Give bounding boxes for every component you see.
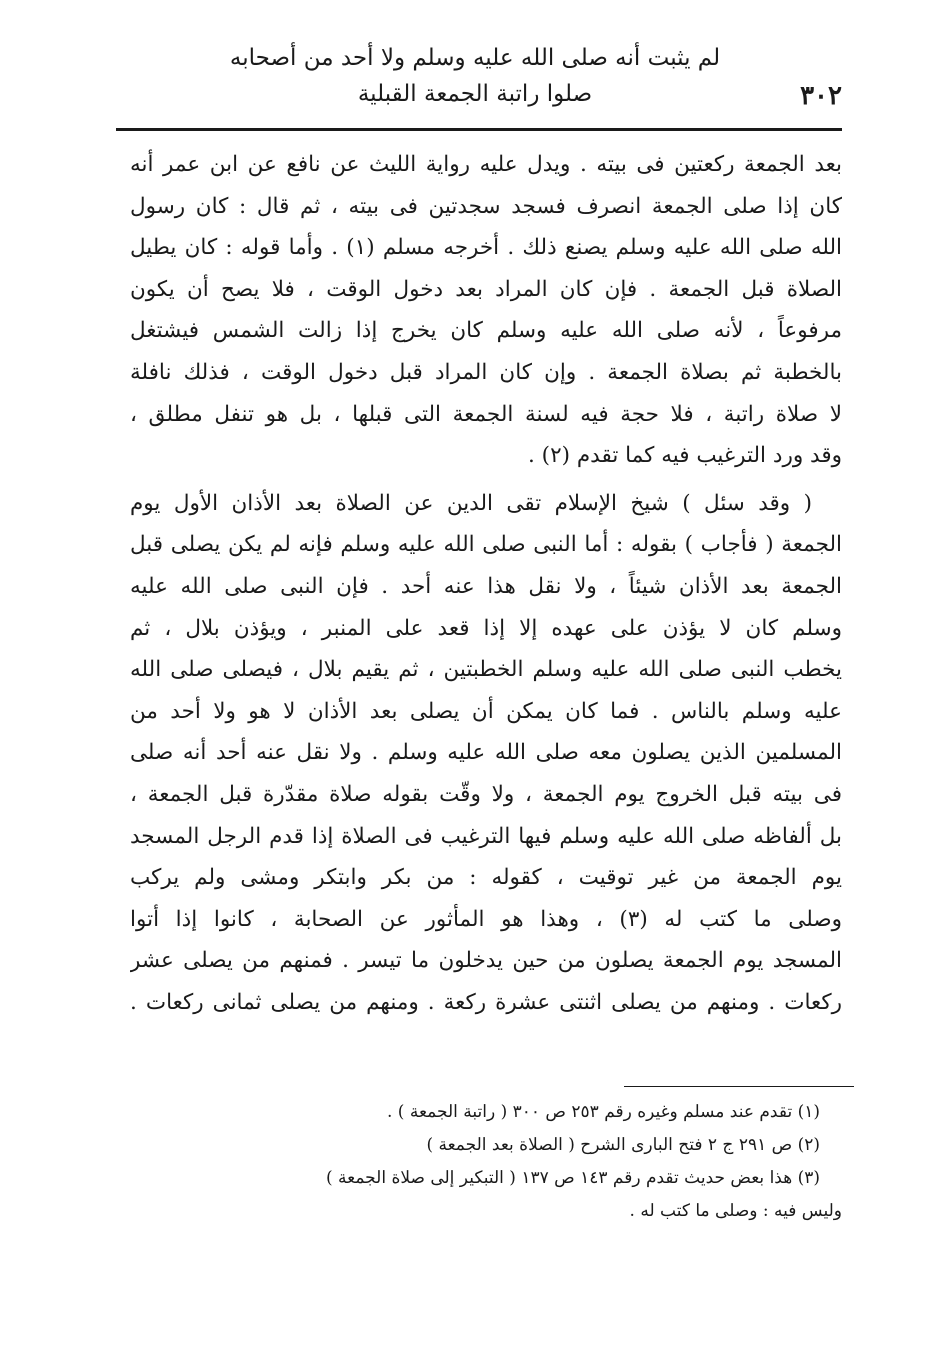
text-line: ركعات . ومنهم من يصلى اثنتى عشرة ركعة . ومنهم من يصلى ثمانى ركعات . <box>130 989 842 1015</box>
text-line: ( وقد سئل ) شيخ الإسلام تقى الدين عن الصلاة بعد الأذان الأول يوم <box>130 490 812 516</box>
running-title-line-2: صلوا راتبة الجمعة القبلية <box>357 81 593 107</box>
page-number: ٣٠٢ <box>800 81 842 111</box>
footnote-1: (١) تقدم عند مسلم وغيره رقم ٢٥٣ ص ٣٠٠ ( راتبة الجمعة ) . <box>386 1102 820 1122</box>
text-line: فى بيته قبل الخروج يوم الجمعة ، ولا وقّت بقوله صلاة مقدّرة قبل الجمعة ، <box>130 781 842 807</box>
running-title-line-1: لم يثبت أنه صلى الله عليه وسلم ولا أحد من أصحابه <box>229 45 721 71</box>
text-line: وصلى ما كتب له (٣) ، وهذا هو المأثور عن الصحابة ، كانوا إذا أتوا <box>130 906 842 932</box>
text-line: يوم الجمعة من غير توقيت ، كقوله : من بكر وابتكر ومشى ولم يركب <box>130 865 842 891</box>
text-line: يخطب النبى صلى الله عليه وسلم الخطبتين ، ثم يقيم بلال ، فيصلى صلى الله <box>130 657 842 683</box>
text-line: لا صلاة راتبة ، فلا حجة فيه لسنة الجمعة التى قبلها ، بل هو تنفل مطلق ، <box>130 401 842 427</box>
text-line: بعد الجمعة ركعتين فى بيته . ويدل عليه رواية الليث عن نافع عن ابن عمر أنه <box>130 152 842 177</box>
text-line: عليه وسلم بالناس . فما كان يمكن أن يصلى بعد الأذان لا هو ولا أحد من <box>130 698 842 724</box>
text-line: بل ألفاظه صلى الله عليه وسلم فيها الترغيب فى الصلاة إذا قدم الرجل المسجد <box>130 823 842 849</box>
text-line: الله صلى الله عليه وسلم يصنع ذلك . أخرجه مسلم (١) . وأما قوله : كان يطيل <box>130 235 842 261</box>
footnote-rule <box>624 1086 854 1087</box>
text-line: مرفوعاً ، لأنه صلى الله عليه وسلم كان يخرج إذا زالت الشمس فيشتغل <box>130 318 842 344</box>
footnote-2: (٢) ص ٢٩١ ج ٢ فتح البارى الشرح ( الصلاة بعد الجمعة ) <box>426 1135 820 1155</box>
body-text <box>130 144 842 1029</box>
text-line: الصلاة قبل الجمعة . فإن كان المراد بعد دخول الوقت ، فلا يصح أن يكون <box>130 276 842 302</box>
text-line: المسلمين الذين يصلون معه صلى الله عليه وسلم . ولا نقل عنه أحد أنه صلى <box>130 740 842 766</box>
page-header <box>110 40 842 122</box>
paragraph-1 <box>130 144 842 477</box>
text-line: وسلم كان لا يؤذن على عهده إلا إذا قعد على المنبر ، ويؤذن بلال ، ثم <box>130 615 842 641</box>
running-title <box>170 40 780 112</box>
footnotes <box>130 1096 842 1228</box>
text-line: كان إذا صلى الجمعة انصرف فسجد سجدتين فى بيته ، ثم قال : كان رسول <box>130 193 842 219</box>
header-rule <box>116 128 842 131</box>
footnote-3-continuation: وليس فيه : وصلى ما كتب له . <box>629 1201 842 1221</box>
footnote-3: (٣) هذا بعض حديث تقدم رقم ١٤٣ ص ١٣٧ ( التبكير إلى صلاة الجمعة ) <box>325 1168 820 1188</box>
text-line: الجمعة ( فأجاب ) بقوله : أما النبى صلى الله عليه وسلم فإنه لم يكن يصلى قبل <box>130 532 842 558</box>
text-line: وقد ورد الترغيب فيه كما تقدم (٢) . <box>528 443 842 469</box>
text-line: المسجد يوم الجمعة يصلون من حين يدخلون ما تيسر . فمنهم من يصلى عشر <box>130 948 842 974</box>
paragraph-2 <box>130 483 842 1024</box>
text-line: بالخطبة ثم بصلاة الجمعة . وإن كان المراد قبل دخول الوقت ، فذلك نافلة <box>130 359 842 385</box>
text-line: الجمعة بعد الأذان شيئاً ، ولا نقل هذا عنه أحد . فإن النبى صلى الله عليه <box>130 573 842 599</box>
